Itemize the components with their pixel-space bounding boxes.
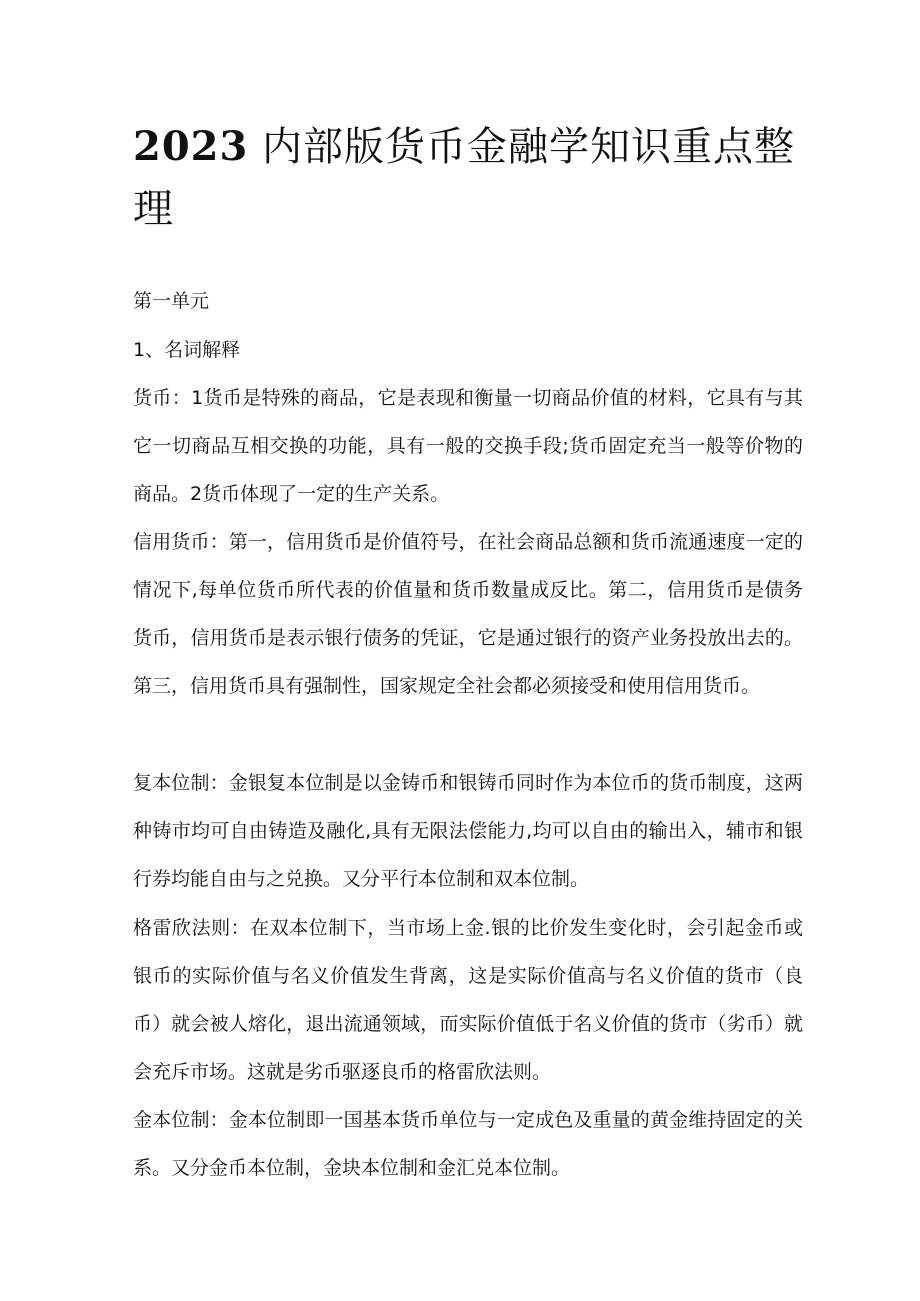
definition-paragraph [133,1096,803,1192]
definition-paragraph [133,518,803,710]
definition-paragraph [133,904,803,1096]
definition-term: 复本位制： [133,772,229,794]
definition-paragraph [133,374,803,518]
definition-text: 第一，信用货币是价值符号，在社会商品总额和货币流通速度一定的情况下,每单位货币所代表的价值量和货币数量成反比。第二，信用货币是债务货币，信用货币是表示银行债务的凭证，它是通过银行的资产业务投放出去的。第三，信用货币具有强制性，国家规定全社会都必须接受和使用信用货币。 [133,531,803,697]
unit-heading: 第一单元 [133,290,210,312]
definition-term: 格雷欣法则： [133,917,251,939]
document-title [133,116,813,240]
definition-paragraph [133,759,803,903]
section-heading: 1、名词解释 [133,339,241,361]
title-year: 2023 [133,123,249,170]
definition-text: 在双本位制下，当市场上金.银的比价发生变化时，会引起金币或银币的实际价值与名义价值发生背离，这是实际价值高与名义价值的货市（良币）就会被人熔化，退出流通领域，而实际价值低于名义价值的货市（劣币）就会充斥市场。这就是劣币驱逐良币的格雷欣法则。 [133,917,803,1083]
definition-term: 货币： [133,387,192,409]
definition-text: 1货币是特殊的商品，它是表现和衡量一切商品价值的材料，它具有与其它一切商品互相交换的功能，具有一般的交换手段;货币固定充当一般等价物的商品。2货币体现了一定的生产关系。 [133,387,803,505]
title-text: 内部版货币金融学知识重点整理 [133,124,796,232]
definition-term: 金本位制： [133,1109,229,1131]
definition-text: 金本位制即一国基本货币单位与一定成色及重量的黄金维持固定的关系。又分金币本位制，金块本位制和金汇兑本位制。 [133,1109,803,1179]
definition-term: 信用货币： [133,531,229,553]
definition-text: 金银复本位制是以金铸币和银铸币同时作为本位币的货币制度，这两种铸市均可自由铸造及融化,具有无限法偿能力,均可以自由的输出入，辅市和银行券均能自由与之兑换。又分平行本位制和双本位制。 [133,772,803,890]
